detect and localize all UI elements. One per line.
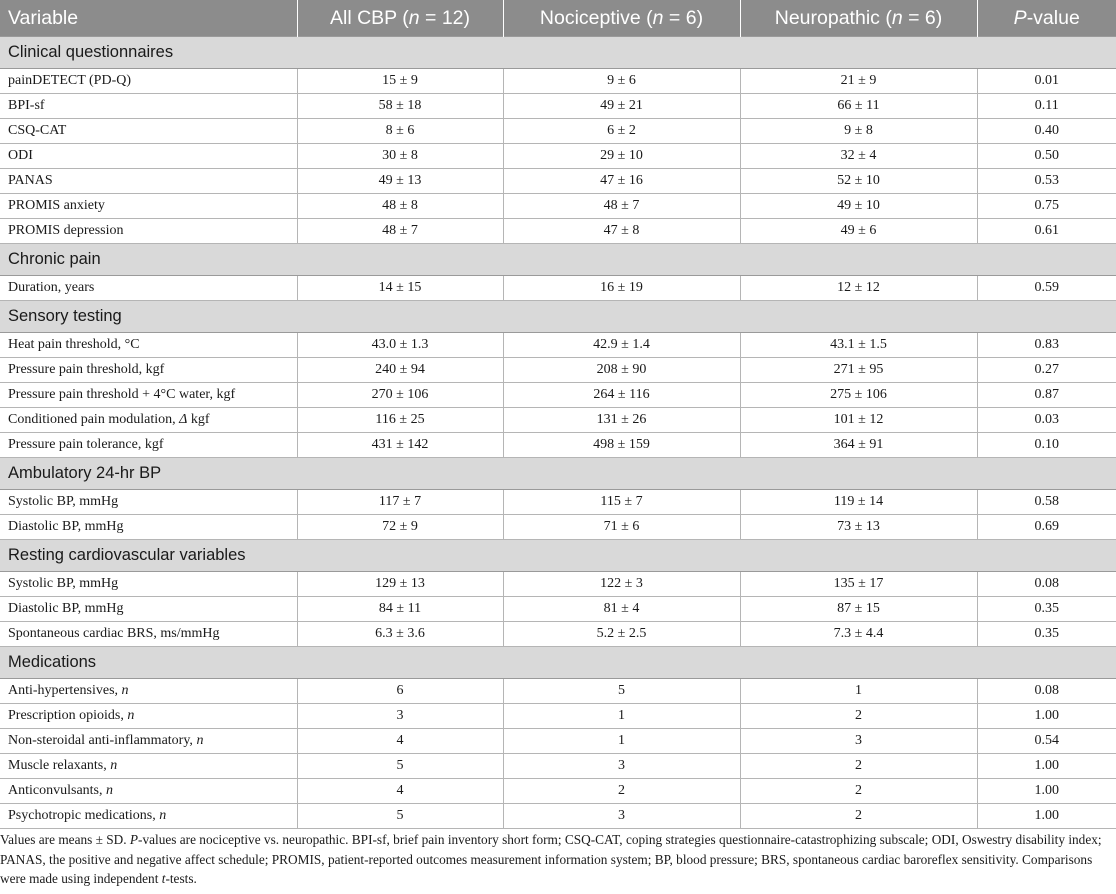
neuropathic-cell: 1 <box>740 679 977 704</box>
nociceptive-cell: 71 ± 6 <box>503 515 740 540</box>
all-cbp-cell: 48 ± 8 <box>297 194 503 219</box>
table-row <box>0 119 1116 144</box>
section-title: Resting cardiovascular variables <box>0 540 1116 572</box>
p-value-cell: 0.10 <box>977 433 1116 458</box>
neuropathic-cell: 9 ± 8 <box>740 119 977 144</box>
p-value-cell: 0.35 <box>977 597 1116 622</box>
variable-cell: painDETECT (PD-Q) <box>0 69 297 94</box>
neuropathic-cell: 119 ± 14 <box>740 490 977 515</box>
p-value-cell: 0.69 <box>977 515 1116 540</box>
neuropathic-cell: 135 ± 17 <box>740 572 977 597</box>
p-value-cell: 0.83 <box>977 333 1116 358</box>
neuropathic-cell: 52 ± 10 <box>740 169 977 194</box>
neuropathic-cell: 21 ± 9 <box>740 69 977 94</box>
variable-cell: Pressure pain threshold, kgf <box>0 358 297 383</box>
variable-cell: BPI-sf <box>0 94 297 119</box>
neuropathic-cell: 87 ± 15 <box>740 597 977 622</box>
all-cbp-cell: 8 ± 6 <box>297 119 503 144</box>
table-row <box>0 169 1116 194</box>
neuropathic-cell: 2 <box>740 754 977 779</box>
variable-cell: ODI <box>0 144 297 169</box>
section-row <box>0 458 1116 490</box>
variable-cell: Duration, years <box>0 276 297 301</box>
all-cbp-cell: 5 <box>297 754 503 779</box>
table-row <box>0 433 1116 458</box>
section-row <box>0 301 1116 333</box>
all-cbp-cell: 14 ± 15 <box>297 276 503 301</box>
p-value-cell: 0.50 <box>977 144 1116 169</box>
table-row <box>0 69 1116 94</box>
neuropathic-cell: 101 ± 12 <box>740 408 977 433</box>
header-all-cbp: All CBP (n = 12) <box>297 0 503 37</box>
nociceptive-cell: 6 ± 2 <box>503 119 740 144</box>
all-cbp-cell: 129 ± 13 <box>297 572 503 597</box>
all-cbp-cell: 58 ± 18 <box>297 94 503 119</box>
table-row <box>0 779 1116 804</box>
table-row <box>0 679 1116 704</box>
p-value-cell: 0.08 <box>977 572 1116 597</box>
variable-cell: Anti-hypertensives, n <box>0 679 297 704</box>
p-value-cell: 0.75 <box>977 194 1116 219</box>
nociceptive-cell: 131 ± 26 <box>503 408 740 433</box>
variable-cell: CSQ-CAT <box>0 119 297 144</box>
all-cbp-cell: 270 ± 106 <box>297 383 503 408</box>
nociceptive-cell: 5.2 ± 2.5 <box>503 622 740 647</box>
variable-cell: Heat pain threshold, °C <box>0 333 297 358</box>
variable-cell: Non-steroidal anti-inflammatory, n <box>0 729 297 754</box>
table-row <box>0 358 1116 383</box>
all-cbp-cell: 6 <box>297 679 503 704</box>
table-row <box>0 490 1116 515</box>
nociceptive-cell: 3 <box>503 754 740 779</box>
variable-cell: Conditioned pain modulation, Δ kgf <box>0 408 297 433</box>
nociceptive-cell: 1 <box>503 729 740 754</box>
neuropathic-cell: 364 ± 91 <box>740 433 977 458</box>
all-cbp-cell: 43.0 ± 1.3 <box>297 333 503 358</box>
all-cbp-cell: 240 ± 94 <box>297 358 503 383</box>
p-value-cell: 1.00 <box>977 779 1116 804</box>
section-title: Sensory testing <box>0 301 1116 333</box>
variable-cell: PANAS <box>0 169 297 194</box>
nociceptive-cell: 5 <box>503 679 740 704</box>
p-value-cell: 1.00 <box>977 804 1116 829</box>
neuropathic-cell: 43.1 ± 1.5 <box>740 333 977 358</box>
neuropathic-cell: 275 ± 106 <box>740 383 977 408</box>
table-row <box>0 804 1116 829</box>
table-footnote: Values are means ± SD. P-values are nociceptive vs. neuropathic. BPI-sf, brief pain inventory short form; CSQ-CAT, coping strategies questionnaire-catastrophizing subscale; ODI, Oswestry disability index; PANAS, the positive and negative affect schedule; PROMIS, patient-reported outcomes measurement information system; BP, blood pressure; BRS, spontaneous cardiac baroreflex sensitivity. Comparisons were made using independent t-tests. <box>0 832 1102 886</box>
table-row <box>0 408 1116 433</box>
variable-cell: Pressure pain threshold + 4°C water, kgf <box>0 383 297 408</box>
variable-cell: Muscle relaxants, n <box>0 754 297 779</box>
neuropathic-cell: 7.3 ± 4.4 <box>740 622 977 647</box>
nociceptive-cell: 2 <box>503 779 740 804</box>
table-row <box>0 572 1116 597</box>
section-title: Ambulatory 24-hr BP <box>0 458 1116 490</box>
table-row <box>0 597 1116 622</box>
nociceptive-cell: 264 ± 116 <box>503 383 740 408</box>
header-nociceptive: Nociceptive (n = 6) <box>503 0 740 37</box>
table-body <box>0 37 1116 829</box>
nociceptive-cell: 16 ± 19 <box>503 276 740 301</box>
p-value-cell: 0.58 <box>977 490 1116 515</box>
table-row <box>0 754 1116 779</box>
table-row <box>0 94 1116 119</box>
nociceptive-cell: 81 ± 4 <box>503 597 740 622</box>
all-cbp-cell: 431 ± 142 <box>297 433 503 458</box>
neuropathic-cell: 66 ± 11 <box>740 94 977 119</box>
variable-cell: Systolic BP, mmHg <box>0 490 297 515</box>
table-row <box>0 622 1116 647</box>
section-row <box>0 244 1116 276</box>
all-cbp-cell: 15 ± 9 <box>297 69 503 94</box>
p-value-cell: 0.40 <box>977 119 1116 144</box>
section-title: Clinical questionnaires <box>0 37 1116 69</box>
table-row <box>0 276 1116 301</box>
variable-cell: Systolic BP, mmHg <box>0 572 297 597</box>
table-row <box>0 515 1116 540</box>
table-row <box>0 729 1116 754</box>
variable-cell: Pressure pain tolerance, kgf <box>0 433 297 458</box>
neuropathic-cell: 3 <box>740 729 977 754</box>
table-row <box>0 704 1116 729</box>
nociceptive-cell: 3 <box>503 804 740 829</box>
nociceptive-cell: 208 ± 90 <box>503 358 740 383</box>
p-value-cell: 0.11 <box>977 94 1116 119</box>
variable-cell: PROMIS anxiety <box>0 194 297 219</box>
all-cbp-cell: 72 ± 9 <box>297 515 503 540</box>
nociceptive-cell: 42.9 ± 1.4 <box>503 333 740 358</box>
nociceptive-cell: 122 ± 3 <box>503 572 740 597</box>
all-cbp-cell: 30 ± 8 <box>297 144 503 169</box>
all-cbp-cell: 6.3 ± 3.6 <box>297 622 503 647</box>
neuropathic-cell: 32 ± 4 <box>740 144 977 169</box>
table-row <box>0 219 1116 244</box>
neuropathic-cell: 2 <box>740 804 977 829</box>
section-row <box>0 647 1116 679</box>
variable-cell: PROMIS depression <box>0 219 297 244</box>
p-value-cell: 0.54 <box>977 729 1116 754</box>
all-cbp-cell: 117 ± 7 <box>297 490 503 515</box>
variable-cell: Diastolic BP, mmHg <box>0 515 297 540</box>
table-row <box>0 194 1116 219</box>
nociceptive-cell: 47 ± 16 <box>503 169 740 194</box>
table-header <box>0 0 1116 37</box>
all-cbp-cell: 4 <box>297 729 503 754</box>
nociceptive-cell: 1 <box>503 704 740 729</box>
table-row <box>0 383 1116 408</box>
all-cbp-cell: 4 <box>297 779 503 804</box>
p-value-cell: 0.53 <box>977 169 1116 194</box>
table-row <box>0 144 1116 169</box>
header-variable: Variable <box>0 0 297 37</box>
p-value-cell: 1.00 <box>977 754 1116 779</box>
nociceptive-cell: 47 ± 8 <box>503 219 740 244</box>
section-title: Chronic pain <box>0 244 1116 276</box>
nociceptive-cell: 48 ± 7 <box>503 194 740 219</box>
nociceptive-cell: 498 ± 159 <box>503 433 740 458</box>
all-cbp-cell: 49 ± 13 <box>297 169 503 194</box>
neuropathic-cell: 2 <box>740 704 977 729</box>
p-value-cell: 1.00 <box>977 704 1116 729</box>
all-cbp-cell: 84 ± 11 <box>297 597 503 622</box>
p-value-cell: 0.01 <box>977 69 1116 94</box>
p-value-cell: 0.87 <box>977 383 1116 408</box>
p-value-cell: 0.27 <box>977 358 1116 383</box>
p-value-cell: 0.59 <box>977 276 1116 301</box>
nociceptive-cell: 115 ± 7 <box>503 490 740 515</box>
neuropathic-cell: 271 ± 95 <box>740 358 977 383</box>
p-value-cell: 0.35 <box>977 622 1116 647</box>
section-row <box>0 37 1116 69</box>
variable-cell: Prescription opioids, n <box>0 704 297 729</box>
neuropathic-cell: 2 <box>740 779 977 804</box>
all-cbp-cell: 5 <box>297 804 503 829</box>
all-cbp-cell: 48 ± 7 <box>297 219 503 244</box>
neuropathic-cell: 12 ± 12 <box>740 276 977 301</box>
nociceptive-cell: 29 ± 10 <box>503 144 740 169</box>
all-cbp-cell: 116 ± 25 <box>297 408 503 433</box>
neuropathic-cell: 49 ± 6 <box>740 219 977 244</box>
variable-cell: Psychotropic medications, n <box>0 804 297 829</box>
nociceptive-cell: 49 ± 21 <box>503 94 740 119</box>
all-cbp-cell: 3 <box>297 704 503 729</box>
p-value-cell: 0.08 <box>977 679 1116 704</box>
nociceptive-cell: 9 ± 6 <box>503 69 740 94</box>
header-p-value: P-value <box>977 0 1116 37</box>
variable-cell: Spontaneous cardiac BRS, ms/mmHg <box>0 622 297 647</box>
section-title: Medications <box>0 647 1116 679</box>
header-neuropathic: Neuropathic (n = 6) <box>740 0 977 37</box>
neuropathic-cell: 73 ± 13 <box>740 515 977 540</box>
neuropathic-cell: 49 ± 10 <box>740 194 977 219</box>
variable-cell: Diastolic BP, mmHg <box>0 597 297 622</box>
p-value-cell: 0.61 <box>977 219 1116 244</box>
variable-cell: Anticonvulsants, n <box>0 779 297 804</box>
p-value-cell: 0.03 <box>977 408 1116 433</box>
table-row <box>0 333 1116 358</box>
section-row <box>0 540 1116 572</box>
